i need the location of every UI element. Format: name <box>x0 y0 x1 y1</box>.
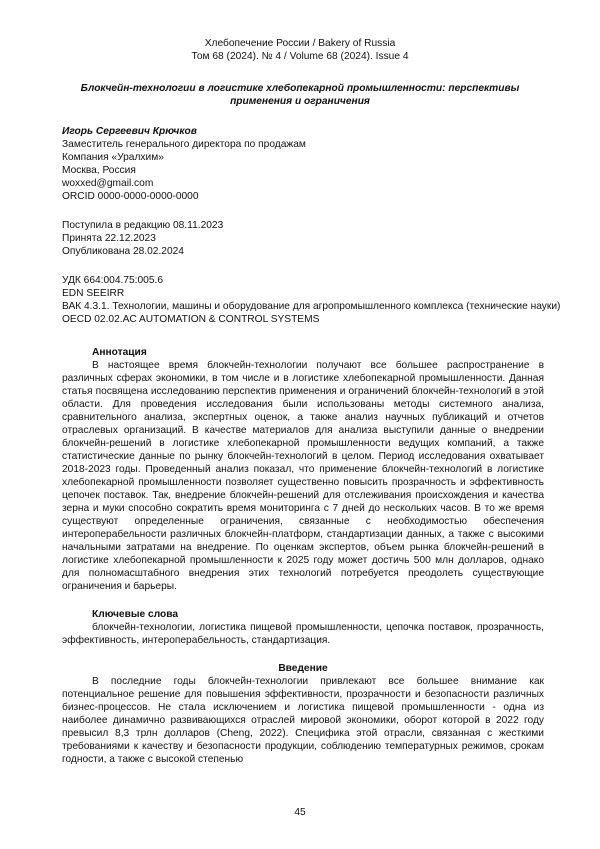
abstract-text: В настоящее время блокчейн-технологии получают все большее распространение в различных сферах экономики, в том числе и в логистике хлебопекарной промышленности. Данная статья посвящена исследованию перспектив применения и ограничений блокчейн-технологий в этой области. Для проведения исследования были использованы методы системного анализа, сравнительного анализа, экспертных оценок, а также анализ научных публикаций и отчетов отраслевых организаций. В качестве материалов для анализа выступили данные о внедрении блокчейн-решений в логистике хлебопекарной промышленности ведущих компаний, а также статистические данные по рынку блокчейн-технологий в целом. Период исследования охватывает 2018-2023 годы. Проведенный анализ показал, что применение блокчейн-технологий в логистике хлебопекарной промышленности позволяет существенно повысить прозрачность и эффективность цепочек поставок. Так, внедрение блокчейн-решений для отслеживания происхождения и качества зерна и муки способно сократить время мониторинга с 7 дней до нескольких часов. В то же время существуют определенные ограничения, связанные с необходимостью обеспечения интероперабельности различных блокчейн-платформ, стандартизации данных, а также с высокими начальными затратами на внедрение. По оценкам экспертов, объем рынка блокчейн-решений в логистике хлебопекарной промышленности к 2025 году может достичь 500 млн долларов, однако для полномасштабного внедрения этих технологий потребуется преодолеть существующие ограничения и барьеры. <box>62 360 544 592</box>
author-email: woxxed@gmail.com <box>62 178 154 189</box>
vak-code: ВАК 4.3.1. Технологии, машины и оборудование для агропромышленного комплекса (технические науки) <box>62 301 561 312</box>
introduction-heading-text: Введение <box>278 663 328 674</box>
author-name: Игорь Сергеевич Крючков <box>62 126 197 137</box>
udk-code: УДК 664:004.75:005.6 <box>62 275 163 286</box>
keywords-body <box>62 621 544 647</box>
keywords-heading-text: Ключевые слова <box>92 609 179 620</box>
introduction-heading <box>62 662 544 675</box>
received-date: Поступила в редакцию 08.11.2023 <box>62 220 224 231</box>
author-company: Компания «Уралхим» <box>62 152 164 163</box>
author-position: Заместитель генерального директора по продажам <box>62 139 306 150</box>
journal-title: Хлебопечение России / Bakery of Russia <box>204 38 396 49</box>
author-location: Москва, Россия <box>62 165 136 176</box>
classification-block <box>62 274 561 326</box>
author-orcid: ORCID 0000-0000-0000-0000 <box>62 191 199 202</box>
article-title: Блокчейн-технологии в логистике хлебопекарной промышленности: перспективы применения и ограничения <box>80 83 520 107</box>
running-header <box>0 38 600 63</box>
introduction-text: В последние годы блокчейн-технологии привлекают все большее внимание как потенциальное решение для повышения эффективности, прозрачности и безопасности различных бизнес-процессов. Не стала исключением и логистика пищевой промышленности - одна из наиболее динамично развивающихся отраслей мировой экономики, оборот которой в 2022 году превысил 8,3 трлн долларов (Cheng, 2022). Специфика этой отрасли, связанная с жесткими требованиями к качеству и безопасности продукции, соблюдению температурных режимов, срокам годности, а также с высокой степенью <box>62 676 544 765</box>
abstract-heading <box>92 346 544 359</box>
keywords-heading <box>92 608 544 621</box>
oecd-code: OECD 02.02.AC AUTOMATION & CONTROL SYSTEMS <box>62 314 320 325</box>
dates-block <box>62 219 544 258</box>
volume-issue: Том 68 (2024). № 4 / Volume 68 (2024). Issue 4 <box>191 50 409 62</box>
abstract-heading-text: Аннотация <box>92 347 147 358</box>
accepted-date: Принята 22.12.2023 <box>62 233 156 244</box>
abstract-body <box>62 359 544 593</box>
page-number: 45 <box>294 807 306 818</box>
author-block <box>62 125 544 203</box>
introduction-body <box>62 675 544 766</box>
published-date: Опубликована 28.02.2024 <box>62 246 184 257</box>
keywords-text: блокчейн-технологии, логистика пищевой промышленности, цепочка поставок, прозрачность, эффективность, интероперабельность, стандартизация. <box>62 622 544 646</box>
edn-code: EDN SEEIRR <box>62 288 125 299</box>
